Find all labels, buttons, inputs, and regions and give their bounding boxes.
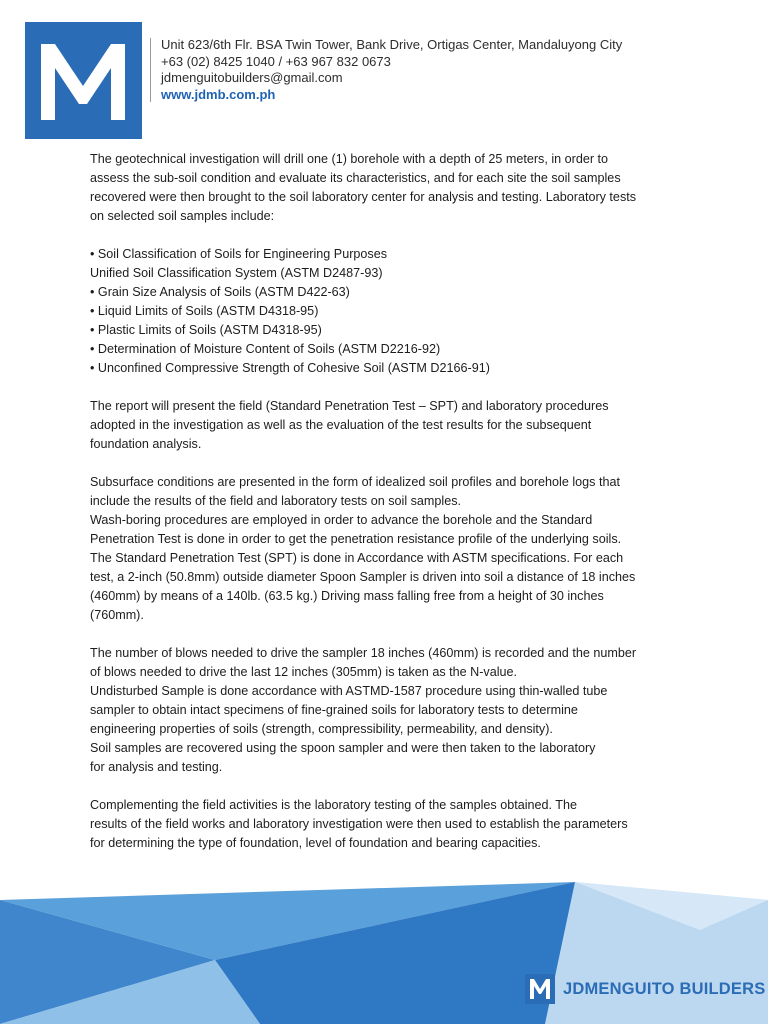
document-body: [90, 150, 684, 872]
list-item: • Determination of Moisture Content of Soils (ASTM D2216-92): [90, 342, 441, 356]
phone-numbers: +63 (02) 8425 1040 / +63 967 832 0673: [161, 53, 391, 69]
footer-brand: [525, 974, 765, 1004]
complement-paragraph: [90, 796, 684, 853]
intro-line: recovered were then brought to the soil laboratory center for analysis and testing. Laboratory tests: [90, 190, 637, 204]
subsurface-line: Penetration Test is done in order to get the penetration resistance profile of the underlying soils.: [90, 532, 622, 546]
report-line: adopted in the investigation as well as the evaluation of the test results for the subsequent: [90, 418, 592, 432]
subsurface-line: The Standard Penetration Test (SPT) is done in Accordance with ASTM specifications. For each: [90, 551, 624, 565]
complement-line: for determining the type of foundation, level of foundation and bearing capacities.: [90, 836, 541, 850]
blows-line: Undisturbed Sample is done accordance with ASTMD-1587 procedure using thin-walled tube: [90, 684, 608, 698]
intro-line: assess the sub-soil condition and evaluate its characteristics, and for each site the soil samples: [90, 171, 621, 185]
blows-paragraph: [90, 644, 684, 777]
blows-line: The number of blows needed to drive the sampler 18 inches (460mm) is recorded and the number: [90, 646, 637, 660]
list-item: • Unconfined Compressive Strength of Cohesive Soil (ASTM D2166-91): [90, 361, 490, 375]
subsurface-line: (460mm) by means of a 140lb. (63.5 kg.) Driving mass falling free from a height of 30 inches: [90, 589, 604, 603]
address: Unit 623/6th Flr. BSA Twin Tower, Bank Drive, Ortigas Center, Mandaluyong City: [161, 37, 623, 52]
report-line: The report will present the field (Standard Penetration Test – SPT) and laboratory procedures: [90, 399, 609, 413]
complement-line: results of the field works and laboratory investigation were then used to establish the parameters: [90, 817, 628, 831]
list-item: • Grain Size Analysis of Soils (ASTM D422-63): [90, 285, 350, 299]
blows-line: sampler to obtain intact specimens of fine-grained soils for laboratory tests to determine: [90, 703, 578, 717]
report-paragraph: [90, 397, 684, 454]
list-item: Unified Soil Classification System (ASTM D2487-93): [90, 266, 383, 280]
list-item: • Plastic Limits of Soils (ASTM D4318-95): [90, 323, 322, 337]
intro-paragraph: [90, 150, 684, 226]
subsurface-paragraph: [90, 473, 684, 625]
blows-line: engineering properties of soils (strength, compressibility, permeability, and density).: [90, 722, 553, 736]
subsurface-line: include the results of the field and laboratory tests on soil samples.: [90, 494, 462, 508]
list-item: • Soil Classification of Soils for Engineering Purposes: [90, 247, 388, 261]
logo-m-icon: [25, 22, 142, 139]
subsurface-line: test, a 2-inch (50.8mm) outside diameter Spoon Sampler is driven into soil a distance of 18 inches: [90, 570, 636, 584]
subsurface-line: Subsurface conditions are presented in the form of idealized soil profiles and borehole logs that: [90, 475, 620, 489]
email-address[interactable]: jdmenguitobuilders@gmail.com: [161, 70, 343, 85]
company-logo: [25, 22, 142, 139]
intro-line: on selected soil samples include:: [90, 209, 275, 223]
brand-m-icon: [525, 974, 555, 1004]
blows-line: for analysis and testing.: [90, 760, 223, 774]
blows-line: of blows needed to drive the last 12 inches (305mm) is taken as the N-value.: [90, 665, 518, 679]
blows-line: Soil samples are recovered using the spoon sampler and were then taken to the laboratory: [90, 741, 596, 755]
header-divider: [150, 38, 151, 102]
brand-name: JDMENGUITO BUILDERS: [563, 979, 766, 998]
list-item: • Liquid Limits of Soils (ASTM D4318-95): [90, 304, 319, 318]
intro-line: The geotechnical investigation will drill one (1) borehole with a depth of 25 meters, in order to: [90, 152, 609, 166]
subsurface-line: (760mm).: [90, 608, 144, 622]
website-link[interactable]: www.jdmb.com.ph: [161, 86, 276, 102]
report-line: foundation analysis.: [90, 437, 202, 451]
subsurface-line: Wash-boring procedures are employed in order to advance the borehole and the Standard: [90, 513, 593, 527]
contact-block: [161, 37, 622, 103]
laboratory-tests-list: [90, 245, 684, 378]
complement-line: Complementing the field activities is the laboratory testing of the samples obtained. The: [90, 798, 577, 812]
